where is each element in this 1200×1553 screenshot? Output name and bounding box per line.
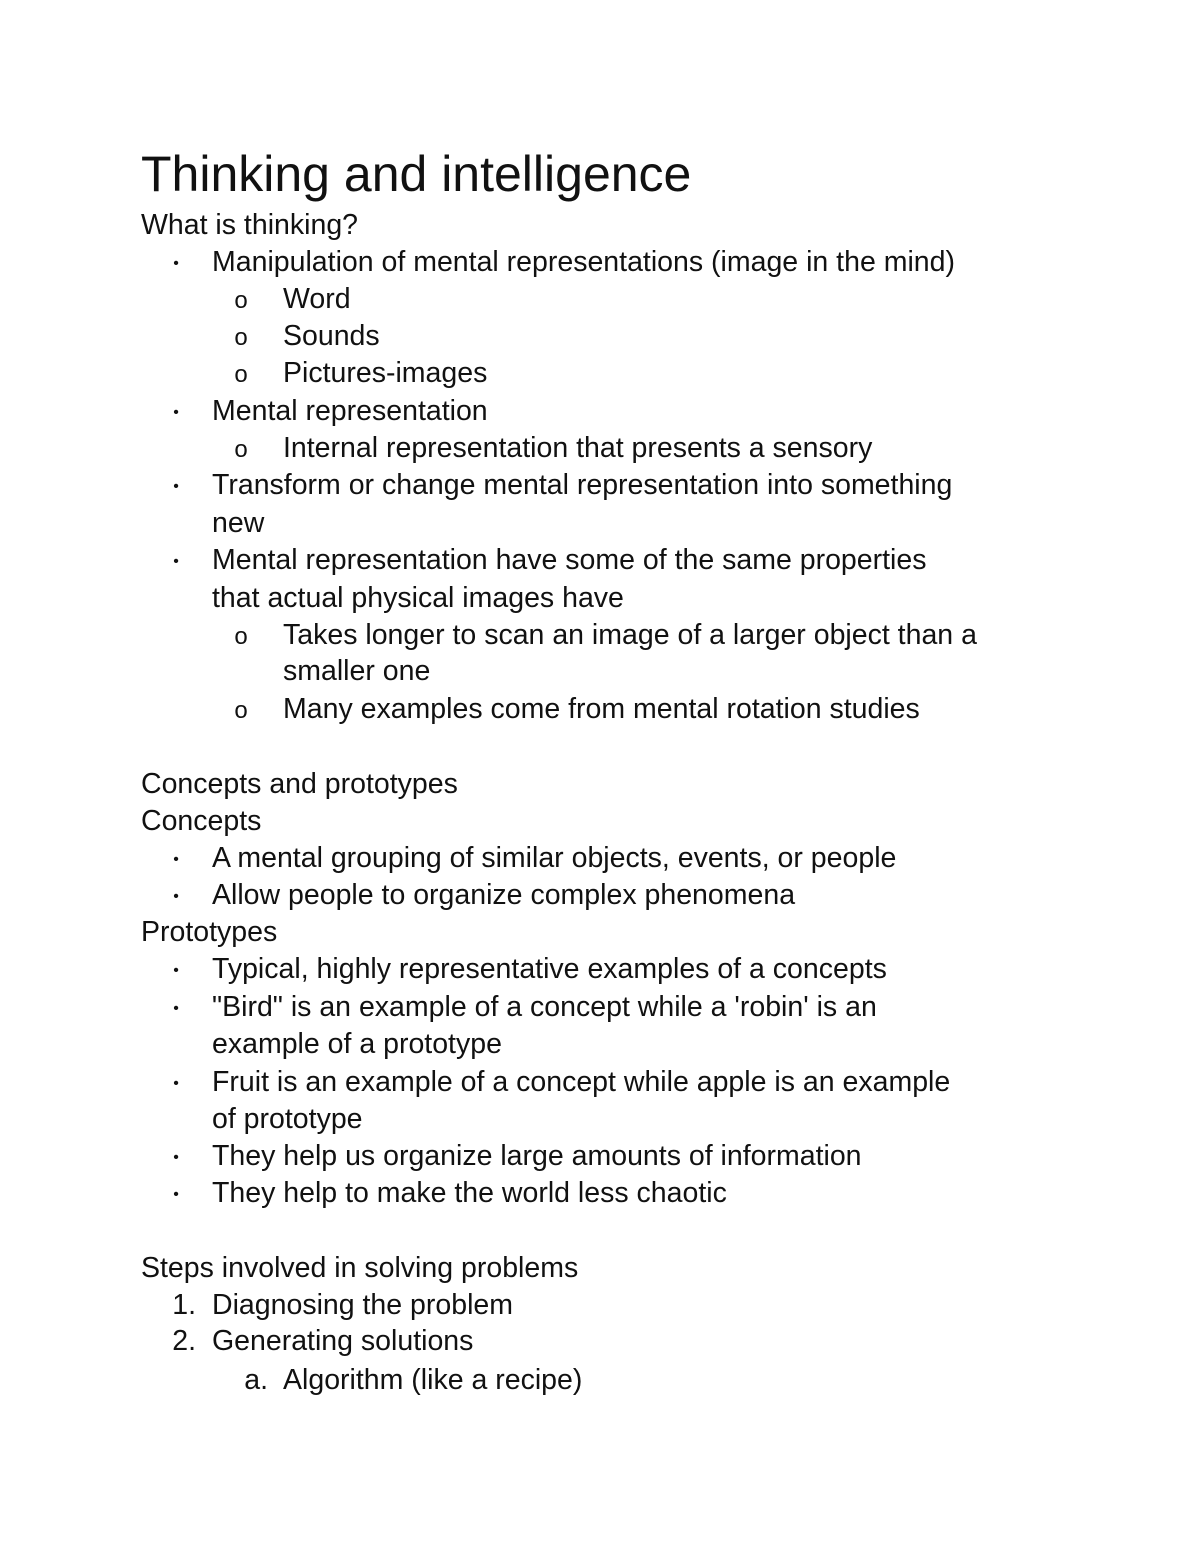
list-item: A mental grouping of similar objects, events, or people [212,842,897,874]
sub-bullet-marker: o [234,697,248,724]
bullet-marker: • [173,962,179,979]
bullet-marker: • [173,1149,179,1166]
bullet-marker: • [173,478,179,495]
numbered-item: Diagnosing the problem [212,1289,514,1321]
sub-list-item: Pictures-images [283,357,488,389]
bullet-marker: • [173,888,179,905]
sub-list-item-continuation: smaller one [283,655,431,687]
sub-list-item: Internal representation that presents a sensory [283,432,873,464]
list-item-continuation: of prototype [212,1103,363,1135]
sub-bullet-marker: o [234,287,248,314]
bullet-marker: • [173,1075,179,1092]
list-item: Allow people to organize complex phenomena [212,879,796,911]
bullet-marker: • [173,851,179,868]
sub-list-item: Word [283,283,351,315]
list-item: Transform or change mental representation into something [212,469,953,501]
bullet-marker: • [173,404,179,421]
section-heading-problem-solving: Steps involved in solving problems [141,1252,579,1284]
lettered-marker: a. [244,1364,268,1396]
bullet-marker: • [173,553,179,570]
section-heading-thinking: What is thinking? [141,209,359,241]
sub-list-item: Takes longer to scan an image of a larger object than a [283,619,977,651]
sub-bullet-marker: o [234,436,248,463]
bullet-marker: • [173,255,179,272]
list-item-continuation: new [212,507,265,539]
sub-list-item: Sounds [283,320,380,352]
list-item: They help to make the world less chaotic [212,1177,727,1209]
page-title: Thinking and intelligence [141,146,692,202]
numbered-item: Generating solutions [212,1325,474,1357]
list-item-continuation: that actual physical images have [212,582,624,614]
list-item: Mental representation have some of the same properties [212,544,927,576]
list-item: They help us organize large amounts of information [212,1140,862,1172]
sub-bullet-marker: o [234,623,248,650]
bullet-marker: • [173,1186,179,1203]
sub-list-item: Many examples come from mental rotation studies [283,693,920,725]
subheading-prototypes: Prototypes [141,916,278,948]
numbered-marker: 1. [172,1289,196,1321]
list-item: Mental representation [212,395,488,427]
list-item: Manipulation of mental representations (image in the mind) [212,246,955,278]
numbered-marker: 2. [172,1325,196,1357]
list-item: Fruit is an example of a concept while apple is an example [212,1066,951,1098]
subheading-concepts: Concepts [141,805,262,837]
sub-bullet-marker: o [234,361,248,388]
list-item: Typical, highly representative examples of a concepts [212,953,887,985]
lettered-item: Algorithm (like a recipe) [283,1364,583,1396]
list-item-continuation: example of a prototype [212,1028,502,1060]
section-heading-concepts-prototypes: Concepts and prototypes [141,768,458,800]
bullet-marker: • [173,1000,179,1017]
list-item: "Bird" is an example of a concept while a 'robin' is an [212,991,877,1023]
sub-bullet-marker: o [234,324,248,351]
